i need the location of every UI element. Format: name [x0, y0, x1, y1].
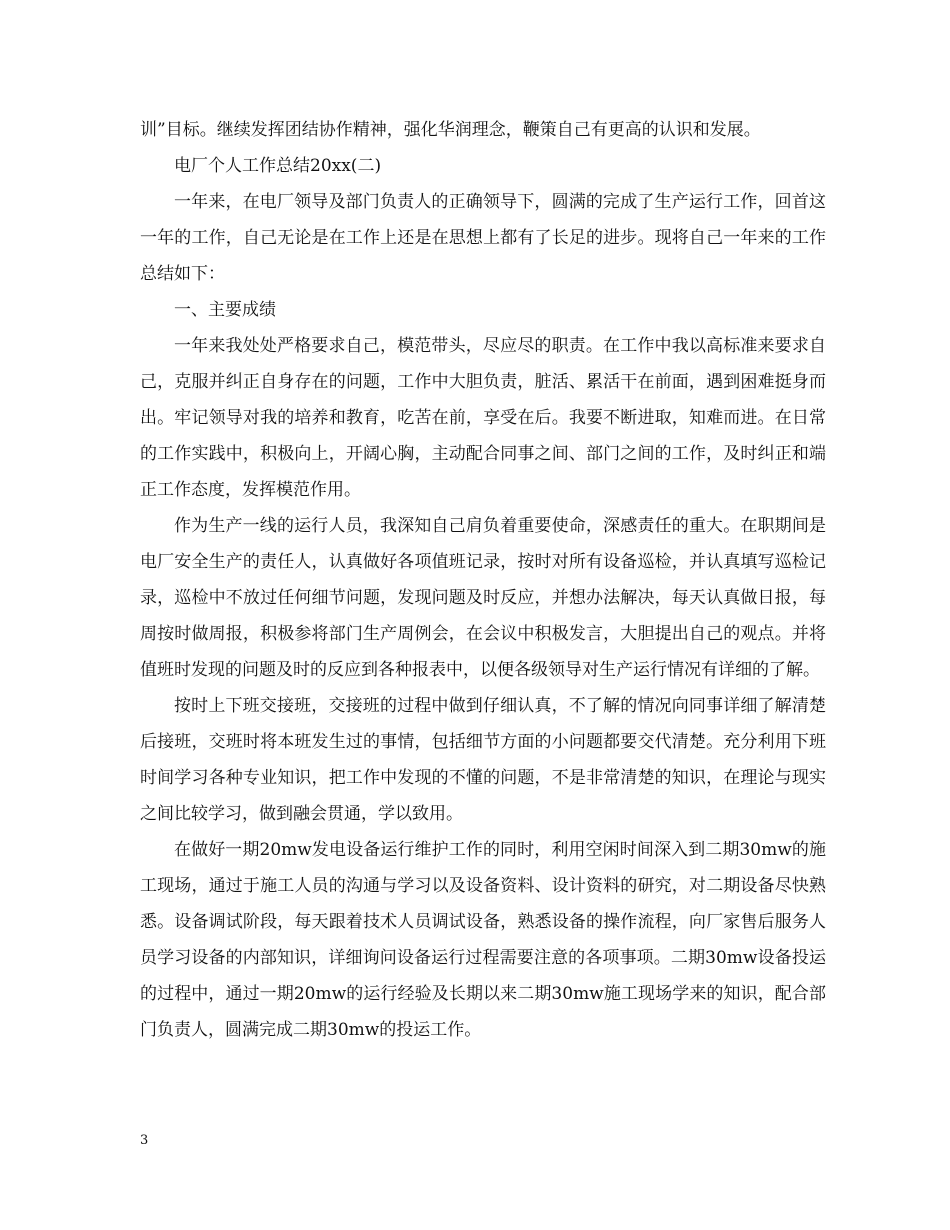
paragraph-intro: 一年来，在电厂领导及部门负责人的正确领导下，圆满的完成了生产运行工作，回首这一年的工作，自己无论是在工作上还是在思想上都有了长足的进步。现将自己一年来的工作总结如下：: [140, 192, 826, 284]
paragraph-responsibility: 作为生产一线的运行人员，我深知自己肩负着重要使命，深感责任的重大。在职期间是电厂安全生产的责任人，认真做好各项值班记录，按时对所有设备巡检，并认真填写巡检记录，巡检中不放过任何细节问题，发现问题及时反应，并想办法解决，每天认真做日报，每周按时做周报，积极参将部门生产周例会，在会议中积极发言，大胆提出自己的观点。并将值班时发现的问题及时的反应到各种报表中，以便各级领导对生产运行情况有详细的了解。: [140, 516, 826, 680]
paragraph-equipment-commissioning: 在做好一期20mw发电设备运行维护工作的同时，利用空闲时间深入到二期30mw的施工现场，通过于施工人员的沟通与学习以及设备资料、设计资料的研究，对二期设备尽快熟悉。设备调试阶段，每天跟着技术人员调试设备，熟悉设备的操作流程，向厂家售后服务人员学习设备的内部知识，详细询问设备运行过程需要注意的各项事项。二期30mw设备投运的过程中，通过一期20mw的运行经验及长期以来二期30mw施工现场学来的知识，配合部门负责人，圆满完成二期30mw的投运工作。: [140, 840, 826, 1040]
document-body: [140, 112, 826, 1048]
paragraph-continuation: 训”目标。继续发挥团结协作精神，强化华润理念，鞭策自己有更高的认识和发展。: [140, 120, 761, 140]
page-number: 3: [140, 1133, 149, 1148]
paragraph-shift-handover: 按时上下班交接班，交接班的过程中做到仔细认真，不了解的情况向同事详细了解清楚后接班，交班时将本班发生过的事情，包括细节方面的小问题都要交代清楚。充分利用下班时间学习各种专业知识，把工作中发现的不懂的问题，不是非常清楚的知识，在理论与现实之间比较学习，做到融会贯通，学以致用。: [140, 696, 826, 824]
section-title: 电厂个人工作总结20xx(二): [174, 156, 382, 176]
paragraph-achievements: 一年来我处处严格要求自己，模范带头，尽应尽的职责。在工作中我以高标准来要求自己，克服并纠正自身存在的问题，工作中大胆负责，脏活、累活干在前面，遇到困难挺身而出。牢记领导对我的培养和教育，吃苦在前，享受在后。我要不断进取，知难而进。在日常的工作实践中，积极向上，开阔心胸，主动配合同事之间、部门之间的工作，及时纠正和端正工作态度，发挥模范作用。: [140, 336, 826, 500]
heading-main-achievements: 一、主要成绩: [174, 300, 276, 320]
